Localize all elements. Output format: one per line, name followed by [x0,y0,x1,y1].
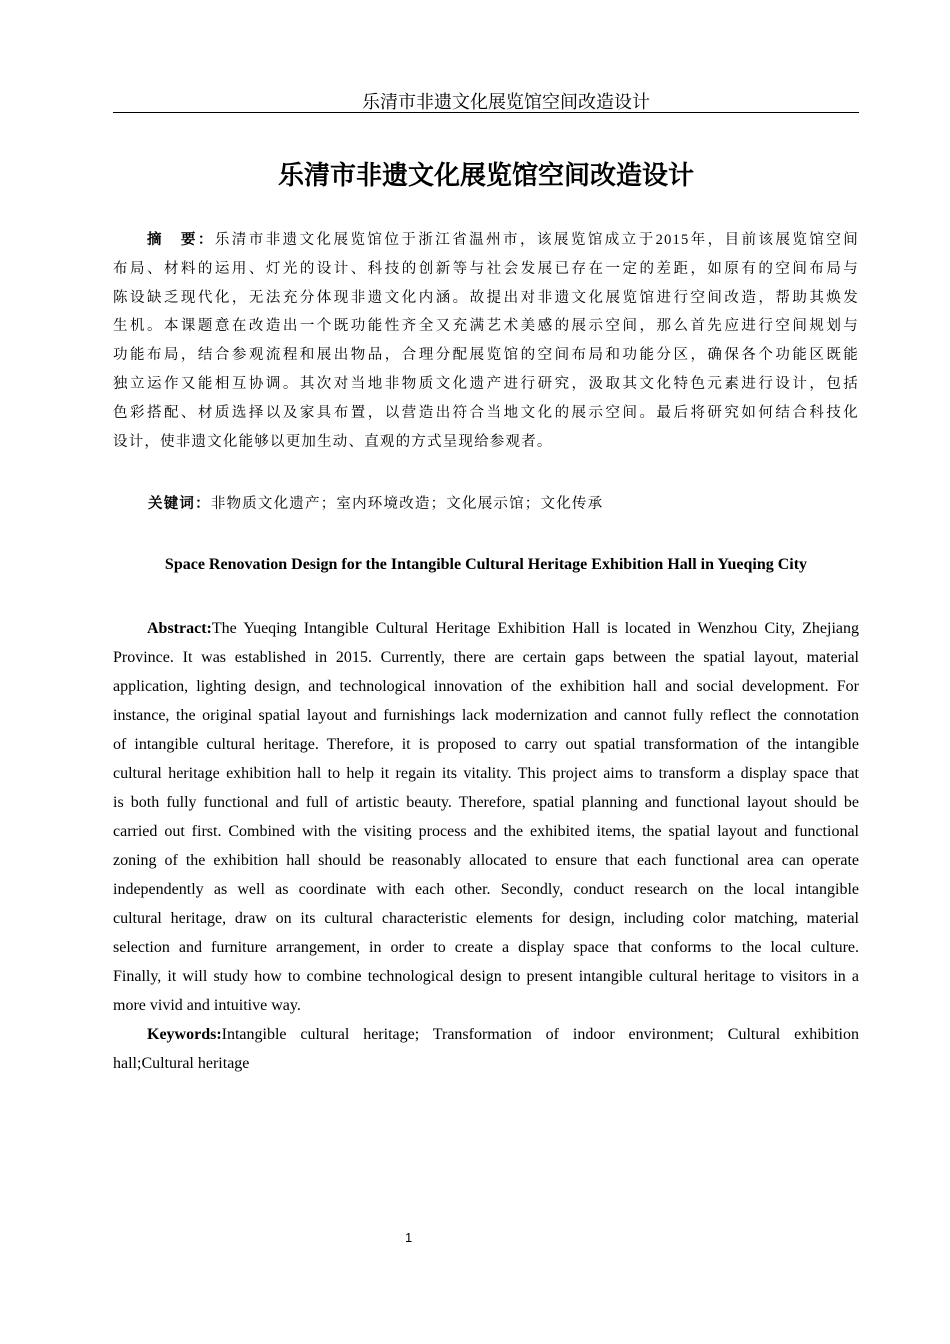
text-line [113,846,859,875]
keywords-cn-text: 非物质文化遗产；室内环境改造；文化展示馆；文化传承 [210,496,604,512]
line-text: instance, the original spatial layout and furnishings lack modernization and cannot fully reflect the connotation [113,707,859,724]
text-line [113,399,859,428]
page-title: 乐清市非遗文化展览馆空间改造设计 [277,160,694,190]
text-line [113,370,859,399]
running-header: 乐清市非遗文化展览馆空间改造设计 [362,92,650,112]
line-text: The Yueqing Intangible Cultural Heritage Exhibition Hall is located in Wenzhou City, Zhejiang [211,620,859,637]
text-line [113,875,859,904]
line-text: hall;Cultural heritage [113,1055,250,1072]
text-line [113,428,859,457]
text-line [113,255,859,284]
line-text: cultural heritage, draw on its cultural characteristic elements for design, including color matching, material [113,910,859,927]
text-line [113,904,859,933]
line-text: Province. It was established in 2015. Currently, there are certain gaps between the spatial layout, material [113,649,859,666]
line-text: carried out first. Combined with the visiting process and the exhibited items, the spatial layout and functional [113,823,859,840]
text-line [113,1049,859,1078]
abstract-cn [113,226,859,456]
text-line [113,226,859,255]
line-text: 乐清市非遗文化展览馆位于浙江省温州市，该展览馆成立于2015年，目前该展览馆空间 [214,232,859,248]
text-line [113,341,859,370]
line-text: 独立运作又能相互协调。其次对当地非物质文化遗产进行研究，汲取其文化特色元素进行设计，包括 [113,375,859,392]
line-text: Finally, it will study how to combine technological design to present intangible cultural heritage to visitors in a [113,968,859,985]
text-line [113,312,859,341]
text-line [113,991,859,1020]
text-line [113,701,859,730]
text-line [113,817,859,846]
line-text: cultural heritage exhibition hall to help it regain its vitality. This project aims to transform a display space that [113,765,859,782]
text-line [113,788,859,817]
line-text: 陈设缺乏现代化，无法充分体现非遗文化内涵。故提出对非遗文化展览馆进行空间改造，帮助其焕发 [113,289,859,306]
line-text: application, lighting design, and technological innovation of the exhibition hall and social development. For [113,678,859,695]
section-label: Keywords: [147,1026,222,1043]
line-text: is both fully functional and full of artistic beauty. Therefore, spatial planning and functional layout should be [113,794,859,811]
section-label: 摘 要： [147,232,215,248]
keywords-cn-label: 关键词： [148,496,211,512]
line-text: 设计，使非遗文化能够以更加生动、直观的方式呈现给参观者。 [113,433,553,450]
header-divider [113,112,859,113]
line-text: 功能布局，结合参观流程和展出物品，合理分配展览馆的空间布局和功能分区，确保各个功能区既能 [113,347,859,364]
text-line [113,672,859,701]
text-line [113,759,859,788]
line-text: of intangible cultural heritage. Therefore, it is proposed to carry out spatial transformation of the intangible [113,736,859,753]
line-text: independently as well as coordinate with each other. Secondly, conduct research on the local intangible [113,881,859,898]
page-number: 1 [405,1230,413,1245]
text-line [113,1020,859,1049]
keywords-cn [113,490,894,518]
line-text: more vivid and intuitive way. [113,997,301,1014]
text-line [113,730,859,759]
line-text: 布局、材料的运用、灯光的设计、科技的创新等与社会发展已存在一定的差距，如原有的空间布局与 [113,260,859,277]
abstract-en [113,614,859,1078]
section-label: Abstract: [147,620,212,637]
line-text: selection and furniture arrangement, in order to create a display space that conforms to the local culture. [113,939,859,956]
line-text: 生机。本课题意在改造出一个既功能性齐全又充满艺术美感的展示空间，那么首先应进行空间规划与 [113,318,859,335]
line-text: Intangible cultural heritage; Transformation of indoor environment; Cultural exhibition [221,1026,859,1043]
text-line [113,933,859,962]
text-line [113,614,859,643]
text-line [113,643,859,672]
text-line [113,284,859,313]
english-title: Space Renovation Design for the Intangible Cultural Heritage Exhibition Hall in Yueqing City [164,556,808,573]
line-text: zoning of the exhibition hall should be reasonably allocated to ensure that each functional area can operate [113,852,859,869]
line-text: 色彩搭配、材质选择以及家具布置，以营造出符合当地文化的展示空间。最后将研究如何结合科技化 [113,404,859,421]
text-line [113,962,859,991]
